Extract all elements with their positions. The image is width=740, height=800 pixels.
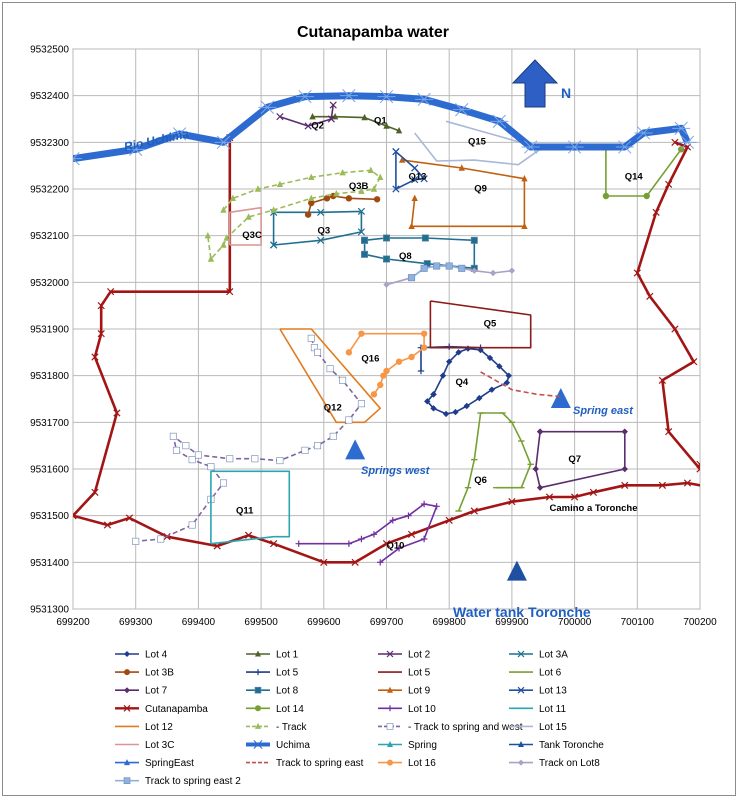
data-point	[330, 433, 336, 439]
x-tick-label: 699300	[119, 617, 153, 628]
data-point	[255, 669, 261, 675]
legend-label: Lot 9	[408, 685, 431, 697]
legend-label: SpringEast	[145, 758, 194, 770]
lot-label: Q4	[455, 377, 469, 388]
lot-label: Q3	[317, 225, 331, 237]
legend-label: Lot 4	[145, 649, 168, 661]
data-point	[195, 452, 201, 458]
lot-label: Q10	[386, 540, 405, 552]
legend-label: Lot 13	[539, 685, 567, 697]
data-point	[220, 480, 226, 486]
x-tick-label: 699600	[307, 617, 341, 628]
legend-label: Uchima	[276, 740, 310, 751]
y-tick-label: 9531500	[30, 511, 69, 523]
legend-label: - Track	[276, 721, 307, 733]
data-point	[308, 335, 314, 341]
spring-east-label: Spring east	[573, 405, 633, 417]
lot-label: Q12	[323, 402, 342, 414]
data-point	[252, 740, 264, 748]
springs-west-label: Springs west	[361, 465, 430, 477]
y-tick-label: 9531700	[30, 417, 69, 429]
data-point	[227, 456, 233, 462]
data-point	[361, 237, 367, 243]
data-point	[387, 723, 393, 729]
north-label: N	[561, 85, 572, 101]
x-tick-label: 700200	[683, 617, 717, 628]
legend-label: Lot 14	[276, 703, 304, 715]
data-point	[170, 433, 176, 439]
data-point	[339, 377, 345, 383]
data-point	[471, 237, 477, 243]
lot-label: Q9	[474, 183, 487, 195]
lot-label: Q14	[624, 171, 643, 183]
y-tick-label: 9531400	[30, 557, 69, 569]
data-point	[446, 263, 452, 269]
data-point	[183, 442, 189, 448]
x-tick-label: 700000	[557, 617, 592, 628]
legend-item	[378, 758, 436, 769]
data-point	[302, 447, 308, 453]
chart-title: Cutanapamba water	[296, 24, 450, 41]
data-point	[277, 457, 283, 463]
data-point	[433, 263, 439, 269]
data-point	[189, 456, 195, 462]
data-point	[387, 705, 393, 711]
data-point	[603, 193, 609, 199]
legend-item	[246, 758, 364, 769]
data-point	[346, 349, 352, 355]
lot-label: Q15	[468, 136, 486, 148]
data-point	[380, 372, 386, 378]
legend-item	[378, 704, 436, 715]
legend-label: Lot 3B	[145, 667, 174, 679]
lot-label: Q8	[399, 251, 412, 262]
legend-label: Spring	[408, 740, 437, 751]
river-label: Rio Uchima	[122, 126, 191, 154]
y-tick-label: 9532500	[30, 44, 69, 56]
lot-label: Q1	[373, 115, 387, 127]
y-tick-label: 9531300	[30, 604, 69, 616]
legend-label: Lot 16	[408, 758, 436, 770]
data-point	[644, 193, 650, 199]
data-point	[361, 251, 367, 257]
legend-item	[509, 740, 604, 751]
data-point	[377, 382, 383, 388]
legend-label: Lot 7	[145, 685, 168, 697]
lot-label: Q7	[568, 454, 582, 465]
legend-label: Tank Toronche	[539, 740, 604, 751]
legend-label: Lot 6	[539, 667, 562, 679]
legend	[115, 650, 604, 788]
data-point	[371, 391, 377, 397]
data-point	[346, 195, 352, 201]
data-point	[255, 705, 261, 711]
data-point	[459, 265, 465, 271]
y-tick-label: 9531900	[30, 324, 69, 336]
x-tick-label: 699500	[244, 617, 278, 628]
legend-item	[115, 740, 174, 751]
data-point	[305, 211, 311, 217]
legend-item	[115, 776, 241, 787]
legend-item	[246, 650, 299, 661]
data-point	[374, 196, 380, 202]
data-point	[124, 778, 130, 784]
legend-item	[115, 668, 174, 679]
y-tick-label: 9531800	[30, 371, 69, 383]
legend-item	[509, 686, 567, 697]
legend-item	[509, 704, 566, 715]
legend-label: Lot 15	[539, 721, 567, 733]
data-point	[387, 760, 393, 766]
legend-item	[378, 740, 437, 751]
y-tick-label: 9532400	[30, 91, 69, 103]
data-point	[421, 344, 427, 350]
chart-frame	[2, 2, 736, 796]
legend-label: Lot 3C	[145, 740, 175, 751]
x-tick-label: 699400	[181, 617, 216, 628]
legend-item	[115, 758, 194, 769]
legend-label: Lot 2	[408, 649, 431, 661]
data-point	[383, 256, 389, 262]
legend-label: Lot 10	[408, 703, 436, 715]
y-tick-label: 9532100	[30, 231, 69, 243]
data-point	[173, 447, 179, 453]
data-point	[189, 522, 195, 528]
legend-label: Lot 12	[145, 721, 173, 733]
lot-label: Q6	[474, 475, 487, 486]
lot-label: Q5	[483, 318, 497, 330]
y-tick-label: 9532200	[30, 184, 69, 196]
data-point	[124, 651, 130, 657]
legend-label: Track to spring east	[276, 758, 364, 770]
legend-label: Lot 8	[276, 685, 299, 697]
x-tick-label: 699900	[495, 617, 529, 628]
legend-item	[509, 668, 562, 679]
x-tick-label: 700100	[620, 617, 654, 628]
lot-label: Camino a Toronche	[549, 503, 638, 514]
lot-label: Q16	[361, 353, 380, 365]
data-point	[408, 274, 414, 280]
legend-item	[378, 668, 431, 679]
legend-item	[246, 722, 308, 733]
lot-label: Q11	[236, 505, 254, 517]
legend-item	[509, 650, 568, 661]
data-point	[358, 330, 364, 336]
legend-item	[115, 650, 168, 661]
data-point	[124, 687, 130, 693]
legend-item	[246, 686, 299, 697]
data-point	[422, 235, 428, 241]
y-tick-label: 9532300	[30, 137, 69, 149]
legend-label: Lot 5	[408, 667, 431, 679]
legend-item	[115, 704, 208, 715]
data-point	[383, 235, 389, 241]
legend-item	[246, 740, 310, 751]
legend-item	[378, 650, 431, 661]
data-point	[396, 358, 402, 364]
data-point	[421, 265, 427, 271]
data-point	[208, 463, 214, 469]
legend-item	[246, 704, 304, 715]
legend-item	[378, 686, 431, 697]
data-point	[255, 687, 261, 693]
data-point	[734, 487, 737, 493]
legend-item	[378, 722, 523, 733]
legend-label: Cutanapamba	[145, 703, 208, 715]
y-tick-label: 9531600	[30, 464, 69, 476]
x-tick-label: 699800	[432, 617, 466, 628]
data-point	[314, 442, 320, 448]
legend-label: Track on Lot8	[539, 758, 600, 770]
x-tick-label: 699200	[56, 617, 90, 628]
legend-label: - Track to spring and west	[408, 721, 523, 733]
y-tick-label: 9532000	[30, 277, 69, 289]
chart-svg	[3, 3, 737, 797]
legend-item	[509, 758, 600, 769]
legend-item	[246, 668, 299, 679]
legend-item	[115, 686, 168, 697]
legend-label: Lot 3A	[539, 649, 568, 661]
legend-label: Lot 1	[276, 649, 299, 661]
data-point	[518, 760, 524, 766]
data-point	[158, 536, 164, 542]
lot-label: Q2	[311, 120, 324, 132]
data-point	[133, 538, 139, 544]
lot-label: Q3C	[242, 230, 262, 241]
legend-label: Lot 11	[539, 703, 567, 715]
data-point	[314, 349, 320, 355]
data-point	[346, 417, 352, 423]
legend-label: Track to spring east 2	[145, 776, 241, 788]
data-point	[358, 400, 364, 406]
x-tick-label: 699700	[369, 617, 404, 628]
lot-label: Q3B	[348, 181, 369, 192]
data-point	[709, 484, 715, 490]
data-point	[678, 146, 684, 152]
water-tank-label: Water tank Toronche	[453, 604, 591, 620]
data-point	[327, 365, 333, 371]
lot-label: Q13	[408, 171, 427, 183]
data-point	[124, 669, 130, 675]
legend-label: Lot 5	[276, 667, 299, 679]
data-point	[421, 330, 427, 336]
legend-item	[115, 722, 173, 733]
data-point	[408, 354, 414, 360]
data-point	[252, 456, 258, 462]
